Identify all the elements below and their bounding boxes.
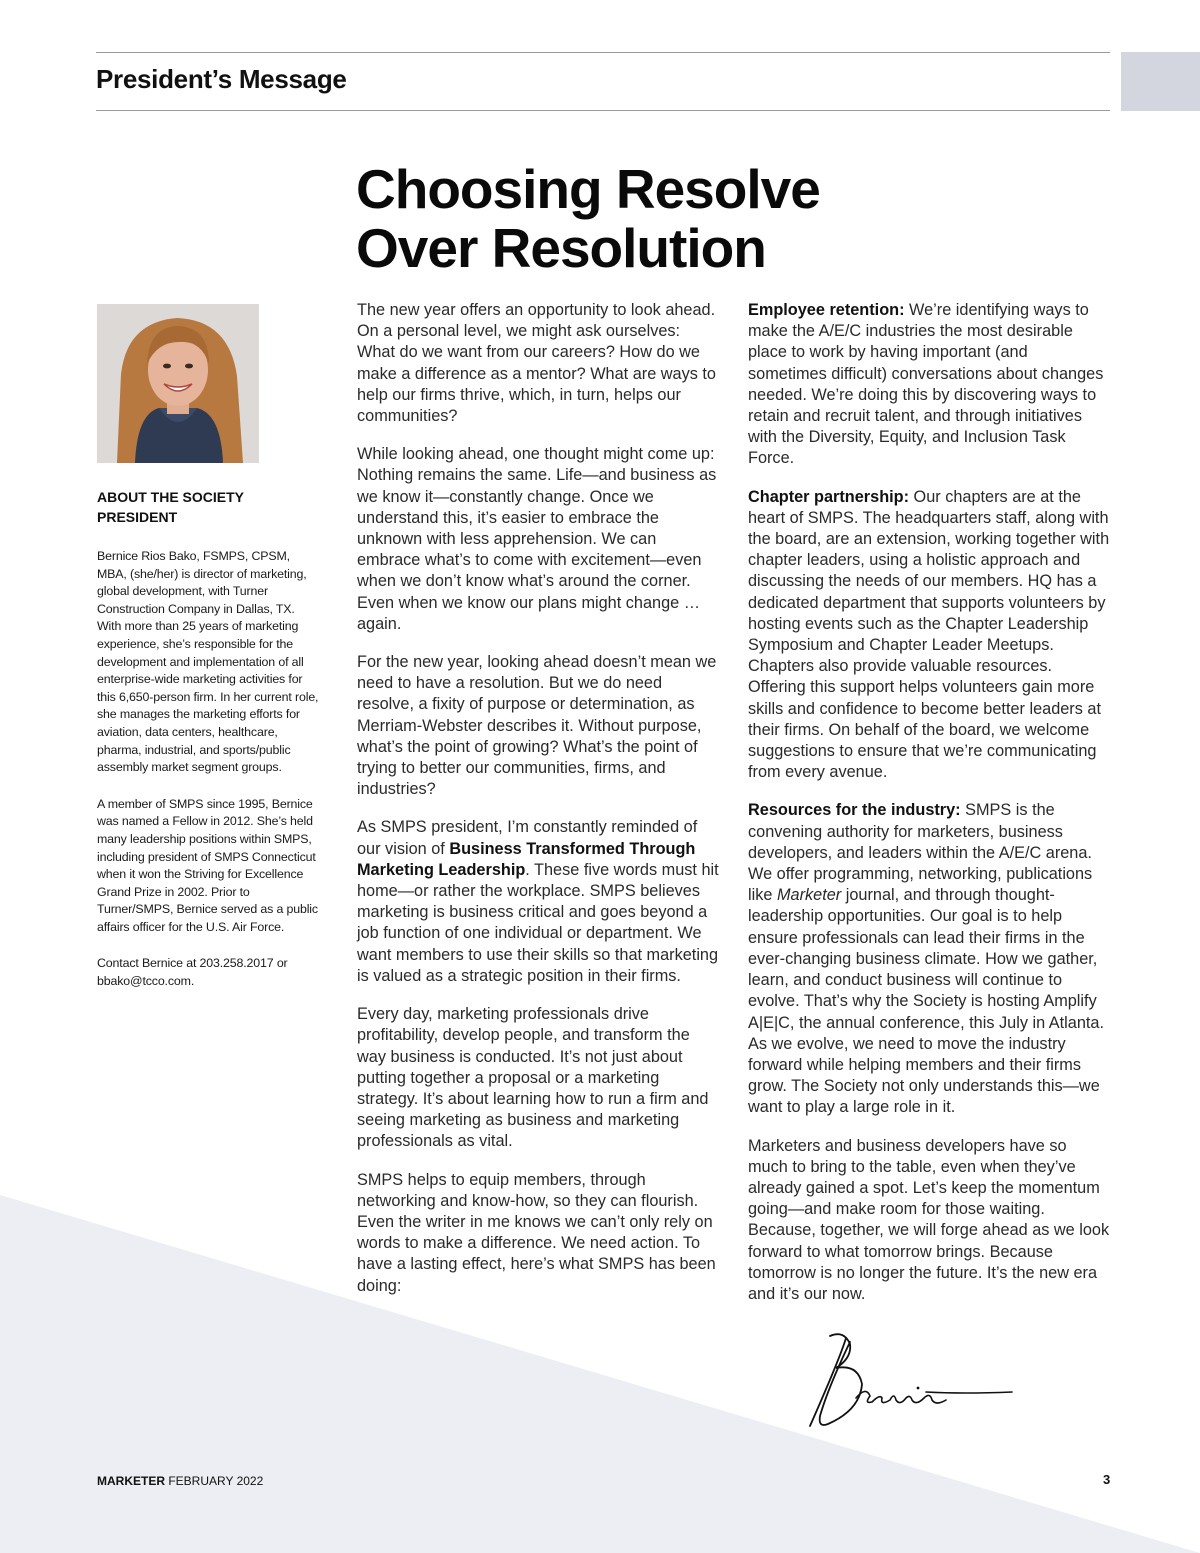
president-photo bbox=[97, 304, 259, 463]
section-tab bbox=[1121, 52, 1200, 111]
sidebar-heading-line-1: ABOUT THE SOCIETY bbox=[97, 489, 245, 505]
paragraph: The new year offers an opportunity to look ahead. On a personal level, we might ask ourselves: What do we want from our careers? How do we make a difference as a mentor? What are ways to help our firms thrive, which, in turn, helps our communities? bbox=[357, 301, 716, 426]
text: Our chapters are at the heart of SMPS. The headquarters staff, along with the board, are an extension, working together with chapter leaders, using a holistic approach and discussing the needs of our members. HQ has a dedicated department that supports volunteers by hosting events such as the Chapter Leadership Symposium and Chapter Leader Meetups. Chapters also provide valuable resources. Offering this support helps volunteers gain more skills and confidence to become better leaders at their firms. On behalf of the board, we welcome suggestions to ensure that we’re communicating from every avenue. bbox=[748, 487, 1110, 782]
article-headline bbox=[356, 160, 1056, 278]
paragraph: Every day, marketing professionals drive profitability, develop people, and transform the way business is conducted. It’s not just about putting together a proposal or a marketing strategy. It’s about learning how to run a firm and seeing marketing as business and marketing professionals as vital. bbox=[357, 1005, 709, 1151]
paragraph-vision bbox=[357, 817, 719, 987]
paragraph: SMPS helps to equip members, through networking and know-how, so they can flourish. Even the writer in me knows we can’t only rely on words to make a difference. We need action. To have a lasting effect, here’s what SMPS has been doing: bbox=[357, 1170, 716, 1295]
portrait-image bbox=[97, 304, 259, 463]
text: . These five words must hit home—or rather the workplace. SMPS believes marketing is business critical and goes beyond a job function of one individual or department. We want members to use their skills so that marketing is valued as a strategic position in their firms. bbox=[357, 860, 719, 985]
paragraph-employee-retention bbox=[748, 300, 1110, 470]
issue-date: FEBRUARY 2022 bbox=[168, 1474, 264, 1488]
text: SMPS is the convening authority for marketers, business developers, and leaders within the A/E/C arena. We offer programming, networking, publications like bbox=[748, 801, 1093, 905]
publication-name: Marketer bbox=[776, 886, 842, 905]
paragraph-resources bbox=[748, 800, 1110, 1118]
signature bbox=[800, 1328, 1020, 1433]
sidebar bbox=[97, 487, 322, 1010]
sidebar-history: A member of SMPS since 1995, Bernice was named a Fellow in 2012. She’s held many leadership positions within SMPS, including president of SMPS Connecticut when it won the Striving for Excellence Grand Prize in 2002. Prior to Turner/SMPS, Bernice served as a public affairs officer for the U.S. Air Force. bbox=[97, 796, 318, 934]
lead-in: Resources for the industry: bbox=[748, 801, 961, 820]
section-title: President’s Message bbox=[96, 64, 347, 94]
header-rule-bottom bbox=[96, 110, 1110, 111]
sidebar-heading bbox=[97, 487, 322, 527]
paragraph-chapter-partnership bbox=[748, 487, 1110, 784]
paragraph: While looking ahead, one thought might come up: Nothing remains the same. Life—and business as we know it—constantly change. Once we understand this, it’s easier to embrace the unknown with less apprehension. We can embrace what’s to come with excitement—even when we don’t know what’s around the corner. Even when we know our plans might change … again. bbox=[357, 445, 717, 633]
paragraph-closing: Marketers and business developers have so much to bring to the table, even when they’ve already gained a spot. Let’s keep the momentum going—and make room for those waiting. Because, together, we will forge ahead as we look forward to what tomorrow brings. Because tomorrow is no longer the future. It’s the new era and it’s our now. bbox=[748, 1136, 1110, 1303]
sidebar-heading-line-2: PRESIDENT bbox=[97, 509, 178, 525]
lead-in: Employee retention: bbox=[748, 301, 905, 319]
text: We’re identifying ways to make the A/E/C industries the most desirable place to work by having important (and sometimes difficult) conversations about changes needed. We’re doing this by discovering ways to retain and recruit talent, and through initiatives with the Diversity, Equity, and Inclusion Task Force. bbox=[748, 301, 1104, 468]
page-number: 3 bbox=[1103, 1472, 1111, 1487]
footer-publication bbox=[97, 1474, 263, 1488]
header-rule-top bbox=[96, 52, 1110, 53]
headline-line-2: Over Resolution bbox=[356, 217, 766, 279]
lead-in: Chapter partnership: bbox=[748, 487, 910, 506]
headline-line-1: Choosing Resolve bbox=[356, 158, 820, 220]
vision-statement: Business Transformed Through Marketing Leadership bbox=[357, 839, 696, 879]
sidebar-bio: Bernice Rios Bako, FSMPS, CPSM, MBA, (she/her) is director of marketing, global development, with Turner Construction Company in Dallas, TX. With more than 25 years of marketing experience, she’s responsible for the development and implementation of all enterprise-wide marketing activities for this 6,650-person firm. In her current role, she manages the marketing efforts for aviation, data centers, healthcare, pharma, industrial, and sports/public assembly market segment groups. bbox=[97, 549, 319, 775]
text: journal, and through thought-leadership opportunities. Our goal is to help ensure professionals can lead their firms in the ever-changing business climate. How we gather, learn, and conduct business will continue to evolve. That’s why the Society is hosting Amplify A|E|C, the annual conference, this July in Atlanta. As we evolve, we need to move the industry forward while helping members and their firms grow. The Society not only understands this—we want to play a large role in it. bbox=[748, 886, 1105, 1117]
paragraph: For the new year, looking ahead doesn’t mean we need to have a resolution. But we do need resolve, a fixity of purpose or determination, as Merriam-Webster describes it. Without purpose, what’s the point of growing? What’s the point of trying to better our communities, firms, and industries? bbox=[357, 653, 717, 799]
article-column-1 bbox=[357, 300, 719, 1314]
text: As SMPS president, I’m constantly reminded of our vision of bbox=[357, 818, 698, 858]
publication-name: MARKETER bbox=[97, 1474, 165, 1488]
article-column-2 bbox=[748, 300, 1110, 1322]
sidebar-contact: Contact Bernice at 203.258.2017 or bbako@tcco.com. bbox=[97, 956, 288, 989]
